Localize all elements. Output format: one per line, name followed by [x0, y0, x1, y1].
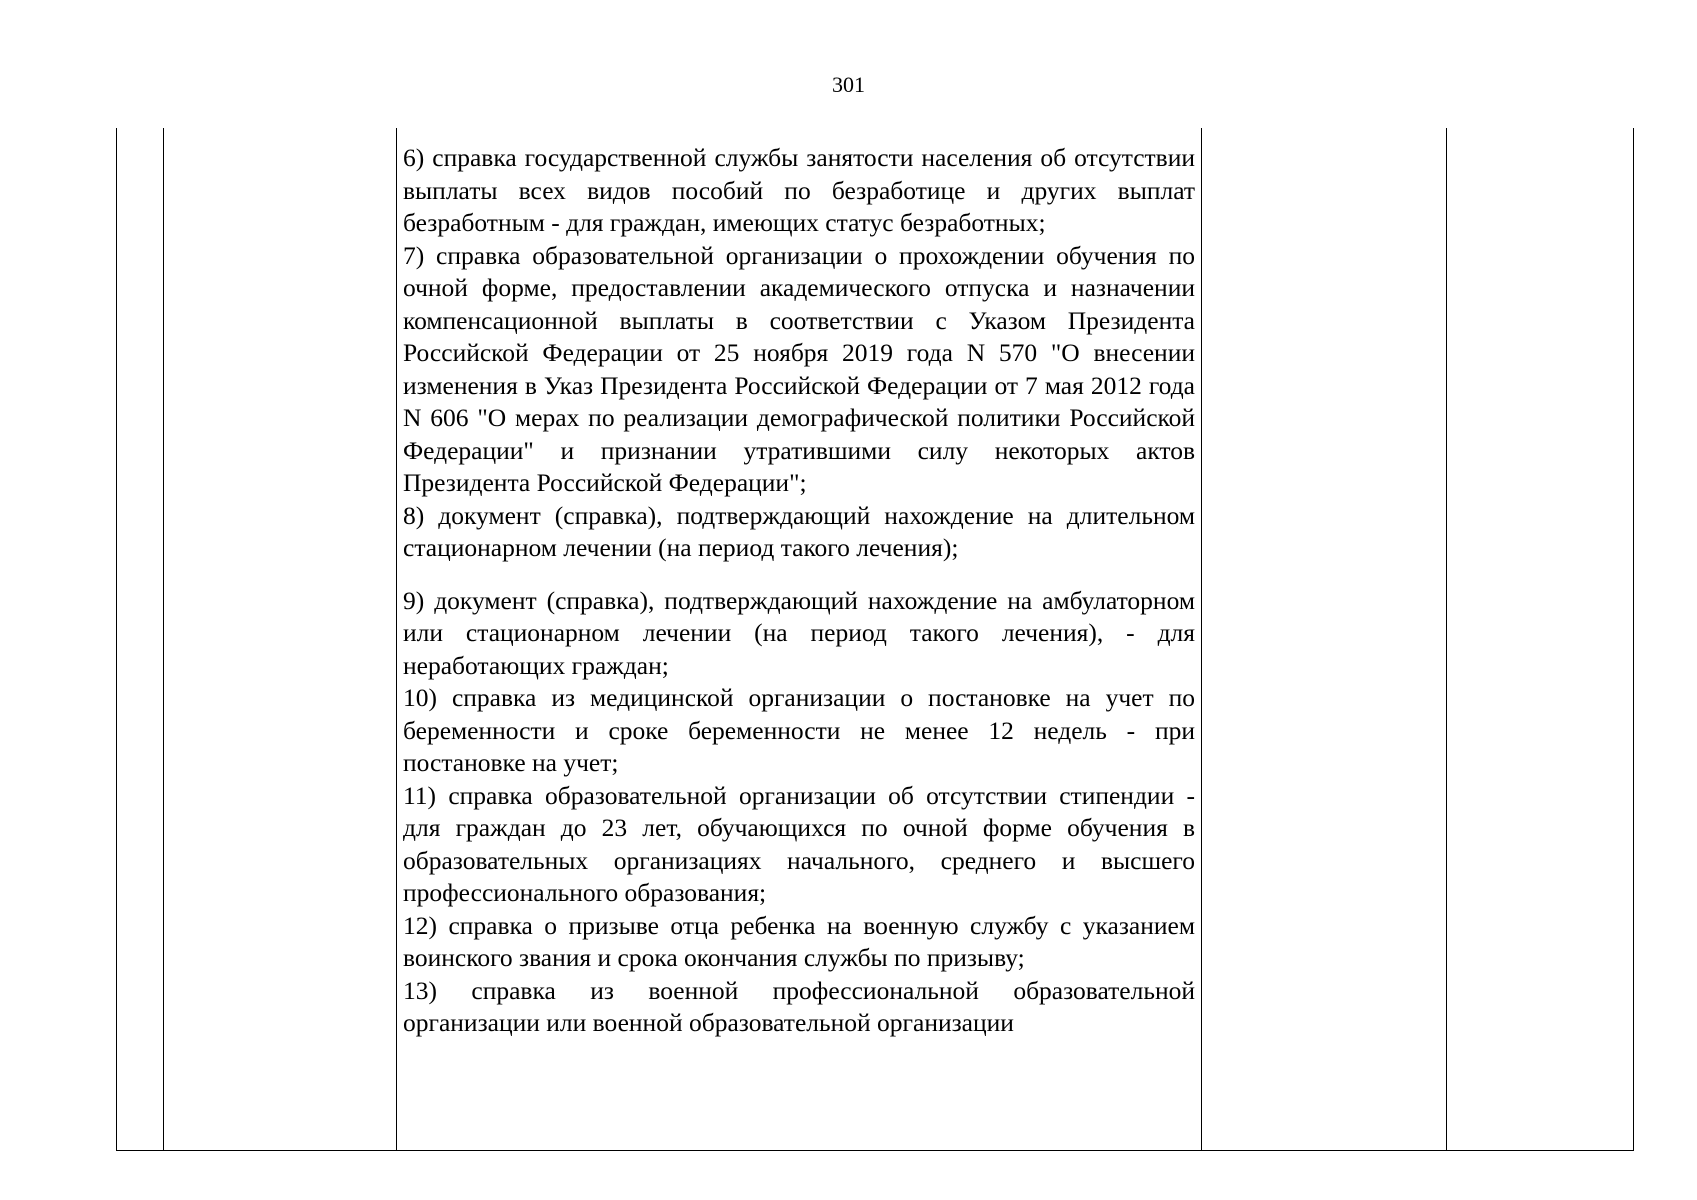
- document-table: [116, 128, 1634, 1151]
- list-item: 8) документ (справка), подтверждающий нахождение на длительном стационарном лечении (на период такого лечения);: [403, 500, 1195, 562]
- table-cell-number: [117, 128, 164, 1151]
- list-item: 7) справка образовательной организации о прохождении обучения по очной форме, предоставлении академического отпуска и назначении компенсационной выплаты в соответствии с Указом Президента Российской Федерации от 25 ноября 2019 года N 570 "О внесении изменения в Указ Президента Российской Федерации от 7 мая 2012 года N 606 "О мерах по реализации демографической политики Российской Федерации" и признании утратившими силу некоторых актов Президента Российской Федерации";: [403, 240, 1195, 497]
- list-item: 6) справка государственной службы занятости населения об отсутствии выплаты всех видов пособий по безработице и других выплат безработным - для граждан, имеющих статус безработных;: [403, 143, 1195, 237]
- table-cell-empty: [1447, 128, 1634, 1151]
- table-cell-empty: [1202, 128, 1447, 1151]
- table-cell-name: [164, 128, 397, 1151]
- list-item: 9) документ (справка), подтверждающий нахождение на амбулаторном или стационарном лечении (на период такого лечения), - для неработающих граждан;: [403, 585, 1195, 680]
- list-item: 10) справка из медицинской организации о постановке на учет по беременности и сроке беременности не менее 12 недель - при постановке на учет;: [403, 683, 1195, 777]
- table-row: [117, 128, 1634, 1151]
- list-item: 13) справка из военной профессиональной образовательной организации или военной образовательной организации: [403, 975, 1195, 1037]
- table-cell-documents-list: [397, 128, 1202, 1151]
- list-item: 11) справка образовательной организации об отсутствии стипендии - для граждан до 23 лет, обучающихся по очной форме обучения в образовательных организациях начального, среднего и высшего профессионального образования;: [403, 780, 1195, 907]
- list-item: 12) справка о призыве отца ребенка на военную службу с указанием воинского звания и срока окончания службы по призыву;: [403, 910, 1195, 972]
- page-number: 301: [832, 72, 865, 97]
